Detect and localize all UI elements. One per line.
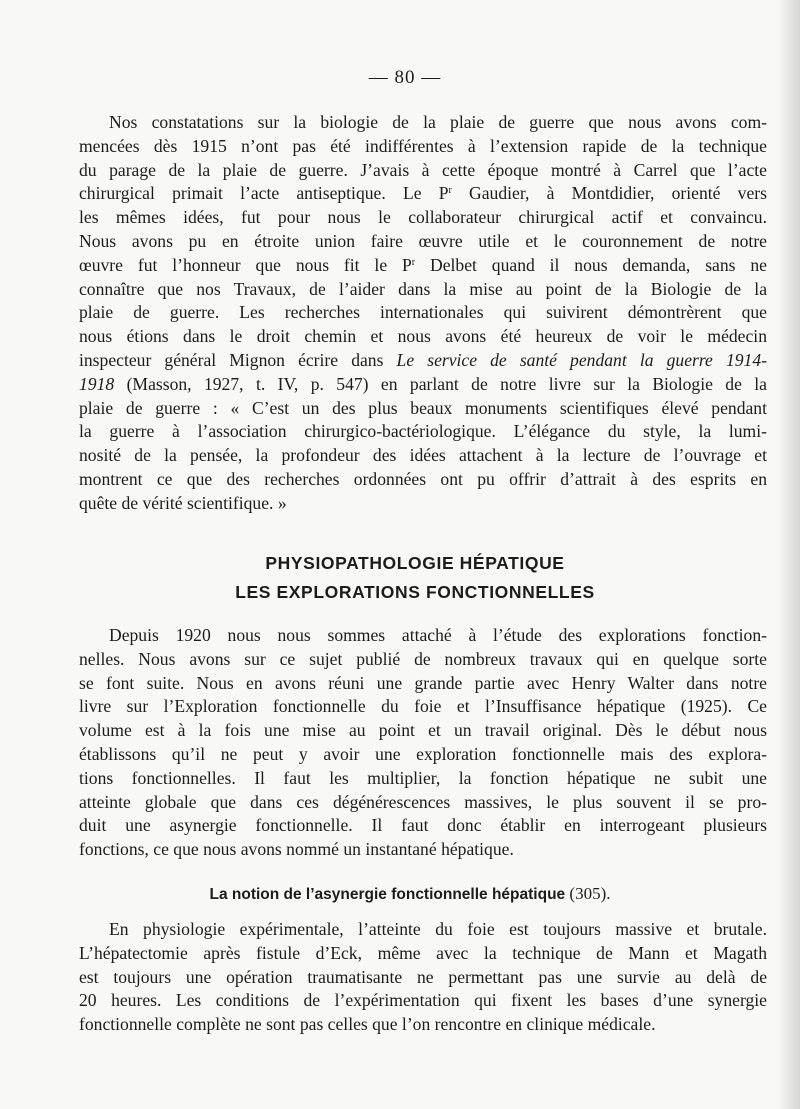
text-line: mencées dès 1915 n’ont pas été indifférentes à l’extension rapide de la technique [79,135,767,156]
text-line: montrent ce que des recherches ordonnées ont pu offrir d’attrait à des esprits en [79,468,767,489]
paragraph-biologie-plaie [79,111,767,516]
text-line: Nous avons pu en étroite union faire œuvre utile et le couronnement de notre [79,230,767,251]
page-number: — 80 — [368,67,442,88]
text-line: se font suite. Nous en avons réuni une grande partie avec Henry Walter dans notre [79,672,767,693]
text-line: 1918 (Masson, 1927, t. IV, p. 547) en parlant de notre livre sur la Biologie de la [79,373,767,394]
section-heading-line-2: LES EXPLORATIONS FONCTIONNELLES [235,582,595,602]
text-line: inspecteur général Mignon écrire dans Le service de santé pendant la guerre 1914- [79,349,767,370]
book-title-italic: Le service de santé pendant la guerre 1914- [396,349,767,370]
text-line: plaie de guerre : « C’est un des plus beaux monuments scientifiques élevé pendant [79,397,767,418]
text-line: fonctions, ce que nous avons nommé un instantané hépatique. [79,839,514,860]
text-line: livre sur l’Exploration fonctionnelle du foie et l’Insuffisance hépatique (1925). Ce [79,696,767,717]
text-line: volume est à la fois une mise au point et un travail original. Dès le début nous [79,720,767,741]
text-line: quête de vérité scientifique. » [79,492,287,513]
text-line: fonctionnelle complète ne sont pas celles que l’on rencontre en clinique médicale. [79,1014,656,1035]
text-line: connaître que nos Travaux, de l’aider dans la mise au point de la Biologie de la [79,278,767,299]
text-line: du parage de la plaie de guerre. J’avais à cette époque montré à Carrel que l’acte [79,159,767,180]
text-line: atteinte globale que dans ces dégénérescences massives, le plus souvent il se pro- [79,791,767,812]
text-line: nosité de la pensée, la profondeur des idées attachent à la lecture de l’ouvrage et [79,445,767,466]
text-line: œuvre fut l’honneur que nous fit le $P^r$ Delbet quand il nous demanda, sans ne [79,254,767,275]
text-line: chirurgical primait l’acte antiseptique. Le $P^r$ Gaudier, à Montdidier, orienté vers [79,183,767,204]
paragraph-asynergie [79,918,767,1037]
paragraph-explorations [79,624,767,862]
subsection-heading: La notion de l’asynergie fonctionnelle hépatique (305). [209,884,611,903]
text-line: nelles. Nous avons sur ce sujet publié de nombreux travaux qui en quelque sorte [79,648,767,669]
text-line: les mêmes idées, fut pour nous le collaborateur chirurgical actif et convaincu. [79,207,767,228]
text-line: duit une asynergie fonctionnelle. Il faut donc établir en interrogeant plusieurs [79,815,767,836]
text-line: établissons qu’il ne peut y avoir une exploration fonctionnelle mais des explora- [79,743,767,764]
text-line: la guerre à l’association chirurgico-bactériologique. L’élégance du style, la lumi- [79,421,767,442]
text-line: Depuis 1920 nous nous sommes attaché à l’étude des explorations fonction- [109,625,767,645]
text-line: Nos constatations sur la biologie de la plaie de guerre que nous avons com- [109,112,767,132]
text-line: L’hépatectomie après fistule d’Eck, même avec la technique de Mann et Magath [79,942,767,963]
book-title-italic: 1918 [79,373,115,394]
text-line: nous étions dans le droit chemin et nous avons été heureux de voir le médecin [79,326,767,347]
text-line: En physiologie expérimentale, l’atteinte du foie est toujours massive et brutale. [109,919,767,939]
text-line: est toujours une opération traumatisante ne permettant pas une survie au delà de [79,966,767,987]
text-line: plaie de guerre. Les recherches internationales qui suivirent démontrèrent que [79,302,767,323]
text-line: tions fonctionnelles. Il faut les multiplier, la fonction hépatique ne subit une [79,767,767,788]
section-heading-line-1: PHYSIOPATHOLOGIE HÉPATIQUE [265,553,565,573]
text-line: 20 heures. Les conditions de l’expérimentation qui fixent les bases d’une synergie [79,990,767,1011]
